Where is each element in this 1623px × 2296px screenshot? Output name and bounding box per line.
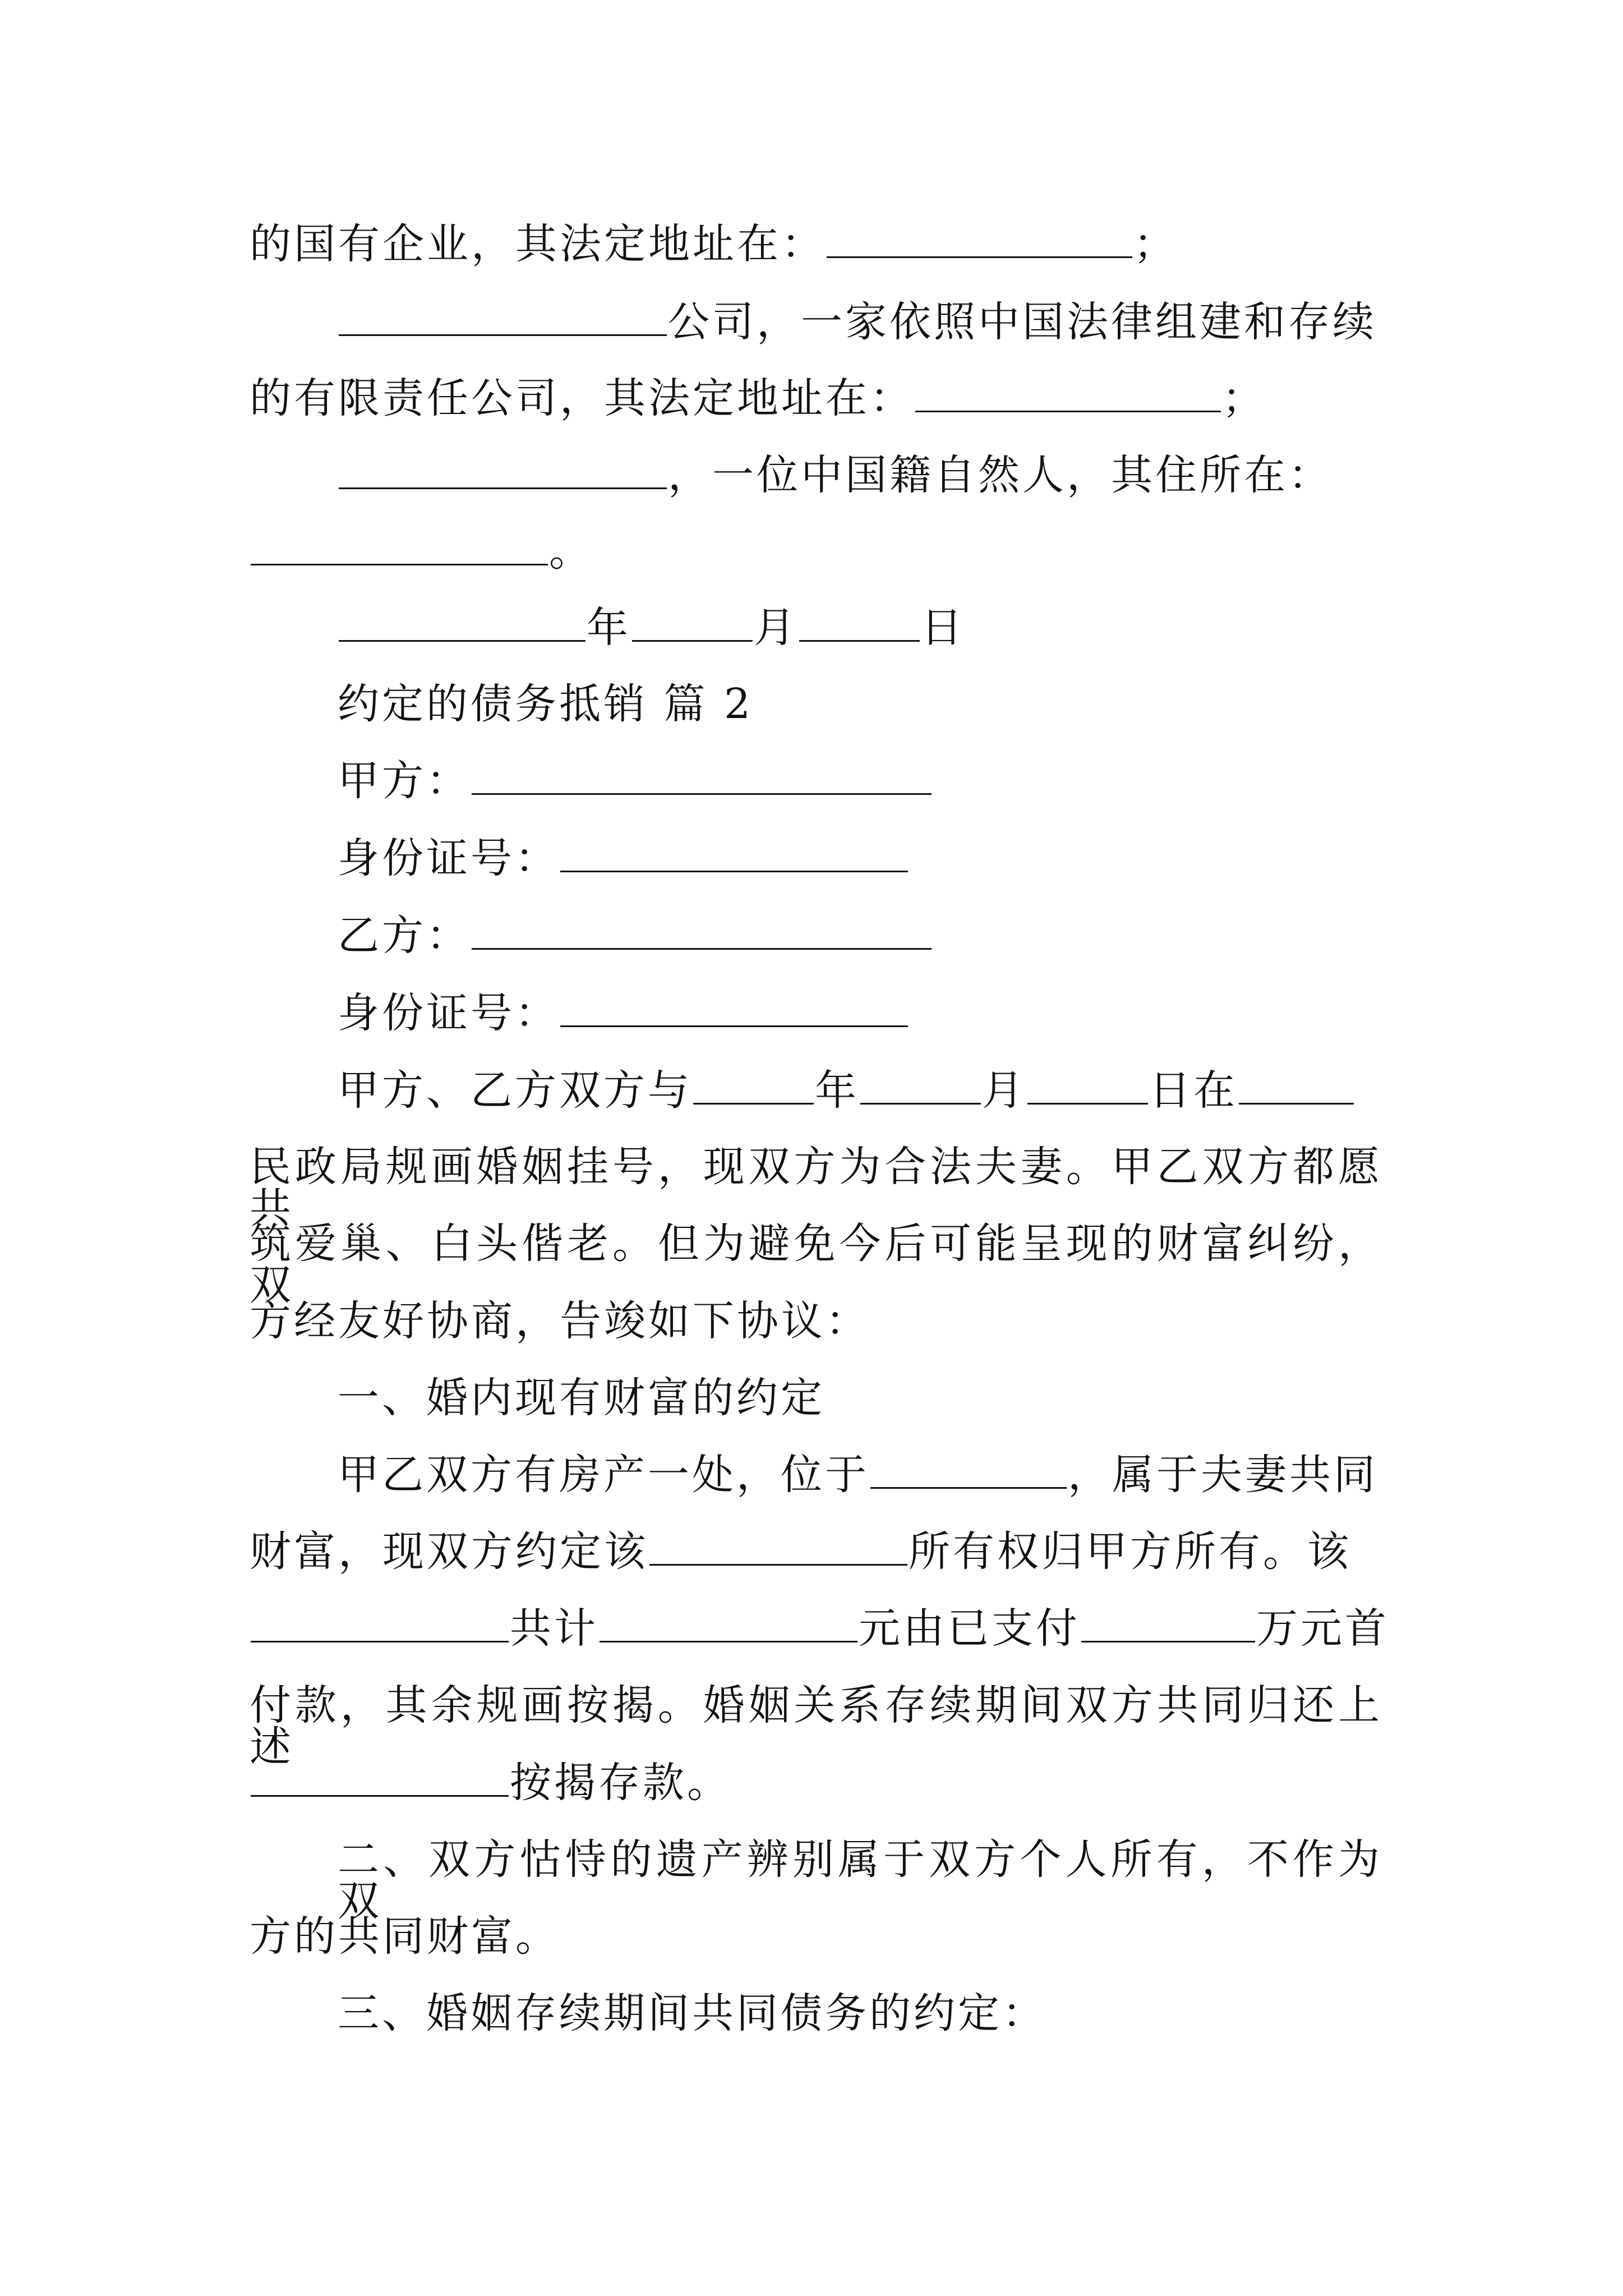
party-a-label: 甲方： bbox=[338, 757, 471, 805]
id-a-line bbox=[338, 834, 909, 882]
fill-blank bbox=[251, 1763, 509, 1797]
text-segment: 日在 bbox=[1149, 1066, 1238, 1115]
text-segment: 的国有企业，其法定地址在： bbox=[250, 220, 826, 268]
fill-blank bbox=[1027, 1070, 1148, 1105]
date-line bbox=[338, 604, 965, 652]
fill-blank bbox=[472, 761, 932, 795]
text-segment: 甲方、乙方双方与 bbox=[338, 1066, 692, 1115]
paragraph-2-line-2 bbox=[250, 1527, 1352, 1576]
fill-blank bbox=[339, 302, 667, 336]
fill-blank bbox=[560, 838, 908, 872]
text-line-1 bbox=[250, 220, 1178, 268]
text-segment: 年 bbox=[815, 1066, 859, 1115]
paragraph-2-line-3 bbox=[250, 1604, 1389, 1653]
text-segment: ，一位中国籍自然人，其住所在： bbox=[668, 451, 1332, 499]
text-segment: ； bbox=[1222, 374, 1266, 422]
text-segment: ； bbox=[1133, 220, 1178, 268]
fill-blank bbox=[472, 915, 932, 950]
text-segment: 共计 bbox=[510, 1604, 598, 1653]
date-month-label: 月 bbox=[754, 604, 798, 652]
text-segment: ，属于夫妻共同 bbox=[1068, 1451, 1378, 1499]
id-b-label: 身份证号： bbox=[338, 989, 559, 1037]
text-segment: 万元首 bbox=[1256, 1604, 1389, 1653]
fill-blank bbox=[649, 1531, 907, 1566]
fill-blank bbox=[827, 224, 1132, 258]
text-segment: 公司，一家依照中国法律组建和存续 bbox=[668, 298, 1377, 346]
fill-blank bbox=[693, 1070, 814, 1105]
text-segment: 。 bbox=[549, 527, 593, 576]
fill-blank bbox=[860, 1070, 981, 1105]
heading-3: 三、婚姻存续期间共同债务的约定： bbox=[338, 1989, 1046, 2037]
heading-1: 一、婚内现有财富的约定 bbox=[338, 1374, 825, 1422]
paragraph-1-line-1 bbox=[338, 1066, 1355, 1115]
fill-blank-day bbox=[799, 608, 920, 642]
text-segment: 元由已支付 bbox=[859, 1604, 1080, 1653]
text-segment: 财富，现双方约定该 bbox=[250, 1527, 648, 1576]
fill-blank-year bbox=[339, 608, 585, 642]
fill-blank bbox=[600, 1608, 857, 1642]
paragraph-1-line-4: 方经友好协商，告竣如下协议： bbox=[250, 1297, 870, 1345]
text-line-2 bbox=[338, 298, 1377, 346]
fill-blank bbox=[251, 1608, 509, 1642]
paragraph-2-line-4: 付款，其余规画按揭。婚姻关系存续期间双方共同归还上述 bbox=[250, 1681, 1382, 1771]
paragraph-1-line-2: 民政局规画婚姻挂号，现双方为合法夫妻。甲乙双方都愿共 bbox=[250, 1143, 1382, 1232]
fill-blank bbox=[251, 531, 548, 565]
paragraph-2-line-5 bbox=[250, 1759, 731, 1807]
fill-blank bbox=[1081, 1608, 1255, 1642]
text-segment: 月 bbox=[982, 1066, 1026, 1115]
heading-2-line-2: 方的共同财富。 bbox=[250, 1912, 560, 1961]
text-line-5 bbox=[250, 527, 593, 576]
fill-blank bbox=[915, 378, 1221, 412]
text-segment: 所有权归甲方所有。该 bbox=[909, 1527, 1352, 1576]
id-b-line bbox=[338, 989, 909, 1037]
text-line-4 bbox=[338, 451, 1332, 499]
date-year-label: 年 bbox=[587, 604, 631, 652]
fill-blank bbox=[870, 1455, 1067, 1489]
fill-blank bbox=[1239, 1070, 1354, 1105]
date-day-label: 日 bbox=[921, 604, 965, 652]
text-segment: 按揭存款。 bbox=[510, 1759, 731, 1807]
paragraph-2-line-1 bbox=[338, 1451, 1378, 1499]
fill-blank bbox=[560, 993, 908, 1027]
party-b-line bbox=[338, 912, 933, 960]
text-line-3 bbox=[250, 374, 1266, 422]
fill-blank bbox=[339, 455, 667, 489]
text-segment: 甲乙双方有房产一处，位于 bbox=[338, 1451, 869, 1499]
section-title: 约定的债务抵销 篇 2 bbox=[338, 680, 754, 728]
paragraph-1-line-3: 筑爱巢、白头偕老。但为避免今后可能呈现的财富纠纷，双 bbox=[250, 1220, 1382, 1309]
fill-blank-month bbox=[632, 608, 753, 642]
party-b-label: 乙方： bbox=[338, 912, 471, 960]
heading-2-line-1: 二、双方怙恃的遗产辨别属于双方个人所有，不作为双 bbox=[338, 1835, 1382, 1925]
id-a-label: 身份证号： bbox=[338, 834, 559, 882]
text-segment: 的有限责任公司，其法定地址在： bbox=[250, 374, 914, 422]
party-a-line bbox=[338, 757, 933, 805]
